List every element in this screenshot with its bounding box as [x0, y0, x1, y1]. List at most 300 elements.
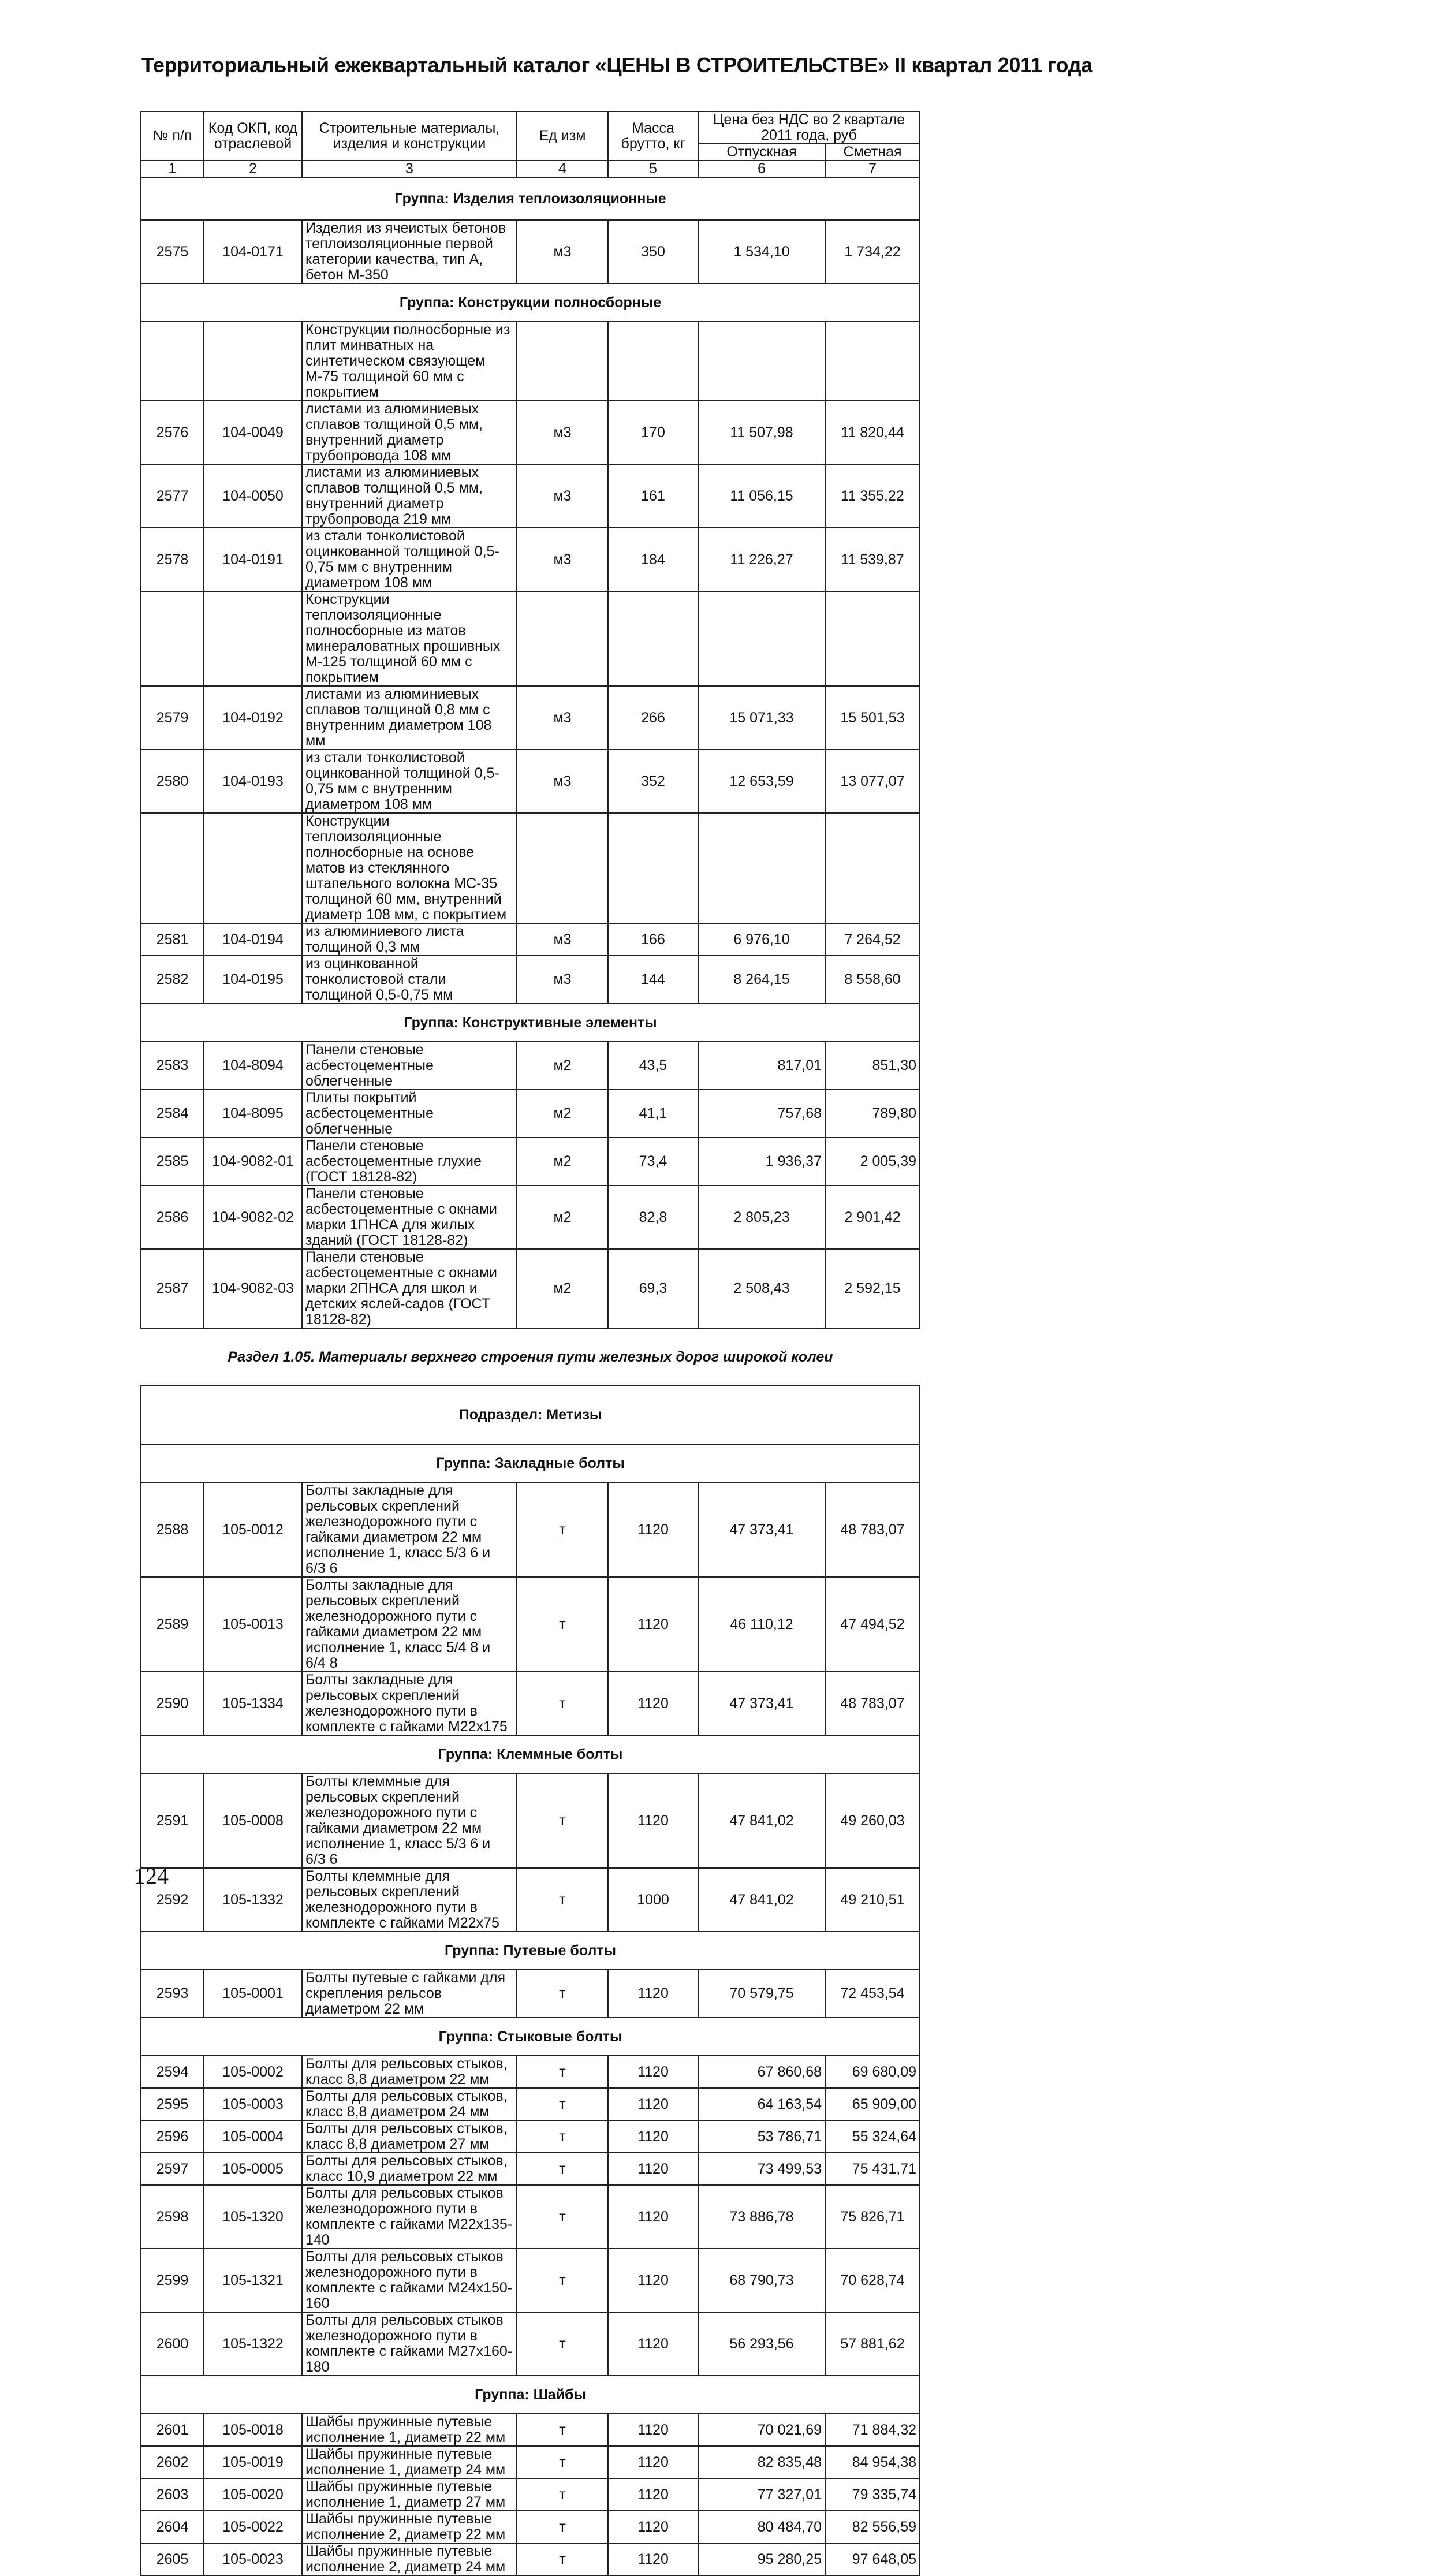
table-row [141, 1249, 920, 1328]
item-name: Панели стеновые асбестоцементные с окнами марки 2ПНСА для школ и детских яслей-садов (ГОСТ 18128-82) [302, 1249, 517, 1328]
item-estimate-price: 15 501,53 [825, 686, 920, 750]
item-name: Болты закладные для рельсовых скреплений железнодорожного пути с гайками диаметром 22 мм исполнение 1, класс 5/3 6 и 6/3 6 [302, 1482, 517, 1577]
table-header-row [141, 111, 920, 144]
item-unit: м2 [517, 1186, 608, 1249]
item-code: 104-8095 [204, 1090, 302, 1138]
item-mass: 1120 [608, 2446, 698, 2478]
item-estimate-price: 84 954,38 [825, 2446, 920, 2478]
table-row [141, 2249, 920, 2312]
column-numbers-row [141, 161, 920, 177]
item-code: 105-0004 [204, 2120, 302, 2153]
item-name: Шайбы пружинные путевые исполнение 2, диаметр 24 мм [302, 2543, 517, 2575]
table-row [141, 1042, 920, 1090]
item-unit: т [517, 2185, 608, 2249]
item-estimate-price: 72 453,54 [825, 1970, 920, 2018]
table-row [141, 1970, 920, 2018]
item-mass: 1120 [608, 2249, 698, 2312]
group-heading-row [141, 1444, 920, 1482]
group-heading: Группа: Конструкции полносборные [141, 284, 920, 322]
item-unit [517, 813, 608, 923]
item-number: 2593 [141, 1970, 204, 2018]
item-name: Болты путевые с гайками для скрепления рельсов диаметром 22 мм [302, 1970, 517, 2018]
item-estimate-price: 79 335,74 [825, 2478, 920, 2511]
item-number: 2579 [141, 686, 204, 750]
item-unit: т [517, 1868, 608, 1932]
item-sale-price: 64 163,54 [698, 2088, 825, 2120]
item-number: 2581 [141, 923, 204, 956]
item-unit: м3 [517, 528, 608, 591]
table-row [141, 1868, 920, 1932]
table-row [141, 923, 920, 956]
item-code: 105-0020 [204, 2478, 302, 2511]
item-number: 2582 [141, 956, 204, 1004]
item-mass: 82,8 [608, 1186, 698, 1249]
item-estimate-price: 11 355,22 [825, 464, 920, 528]
table-row [141, 322, 920, 401]
item-sale-price: 6 976,10 [698, 923, 825, 956]
item-sale-price: 47 373,41 [698, 1482, 825, 1577]
group-heading-row [141, 284, 920, 322]
item-code: 105-0022 [204, 2511, 302, 2543]
item-name: Панели стеновые асбестоцементные с окнами марки 1ПНСА для жилых зданий (ГОСТ 18128-82) [302, 1186, 517, 1249]
group-heading-row [141, 1004, 920, 1042]
item-number: 2584 [141, 1090, 204, 1138]
page-number: 124 [134, 1863, 169, 1889]
item-code: 105-1322 [204, 2312, 302, 2376]
item-estimate-price: 8 558,60 [825, 956, 920, 1004]
item-number: 2580 [141, 750, 204, 813]
subsection-heading: Подраздел: Метизы [141, 1386, 920, 1444]
item-mass: 69,3 [608, 1249, 698, 1328]
item-number: 2590 [141, 1672, 204, 1735]
col-header-code: Код ОКП, код отраслевой [204, 111, 302, 161]
item-unit: т [517, 2120, 608, 2153]
group-heading-row [141, 1932, 920, 1970]
item-name: Болты для рельсовых стыков, класс 10,9 диаметром 22 мм [302, 2153, 517, 2185]
page-header: Территориальный ежеквартальный каталог «ЦЕНЫ В СТРОИТЕЛЬСТВЕ» II квартал 2011 года [141, 53, 1093, 77]
item-name: из стали тонколистовой оцинкованной толщиной 0,5-0,75 мм с внутренним диаметром 108 мм [302, 750, 517, 813]
item-number: 2603 [141, 2478, 204, 2511]
item-unit: м3 [517, 220, 608, 284]
table-row [141, 1773, 920, 1868]
item-number: 2605 [141, 2543, 204, 2575]
price-table [140, 111, 920, 2576]
item-estimate-price [825, 813, 920, 923]
group-heading: Группа: Клеммные болты [141, 1735, 920, 1773]
item-estimate-price: 70 628,74 [825, 2249, 920, 2312]
item-estimate-price: 97 648,05 [825, 2543, 920, 2575]
item-number: 2586 [141, 1186, 204, 1249]
item-number: 2589 [141, 1577, 204, 1672]
table-row [141, 750, 920, 813]
item-sale-price: 2 805,23 [698, 1186, 825, 1249]
item-code [204, 813, 302, 923]
item-estimate-price: 55 324,64 [825, 2120, 920, 2153]
item-number: 2604 [141, 2511, 204, 2543]
item-number [141, 591, 204, 686]
table-row [141, 2088, 920, 2120]
item-code [204, 322, 302, 401]
item-unit: т [517, 2312, 608, 2376]
item-name: Болты для рельсовых стыков, класс 8,8 диаметром 24 мм [302, 2088, 517, 2120]
item-unit: т [517, 2153, 608, 2185]
group-heading: Группа: Изделия теплоизоляционные [141, 177, 920, 220]
item-sale-price: 1 534,10 [698, 220, 825, 284]
section-heading: Раздел 1.05. Материалы верхнего строения пути железных дорог широкой колеи [141, 1328, 920, 1386]
item-name: Шайбы пружинные путевые исполнение 1, диаметр 27 мм [302, 2478, 517, 2511]
item-code: 104-0191 [204, 528, 302, 591]
item-unit: м3 [517, 401, 608, 464]
item-unit: т [517, 2511, 608, 2543]
item-code: 105-0023 [204, 2543, 302, 2575]
item-estimate-price [825, 322, 920, 401]
item-name: из стали тонколистовой оцинкованной толщиной 0,5-0,75 мм с внутренним диаметром 108 мм [302, 528, 517, 591]
item-code: 104-9082-03 [204, 1249, 302, 1328]
item-name: Болты для рельсовых стыков железнодорожного пути в комплекте с гайками М27х160-180 [302, 2312, 517, 2376]
item-sale-price: 12 653,59 [698, 750, 825, 813]
table-row [141, 1138, 920, 1186]
item-mass [608, 813, 698, 923]
item-unit: т [517, 2088, 608, 2120]
table-row [141, 956, 920, 1004]
table-row [141, 220, 920, 284]
item-mass: 1120 [608, 2120, 698, 2153]
group-heading-row [141, 177, 920, 220]
table-row [141, 2120, 920, 2153]
item-mass: 1000 [608, 1868, 698, 1932]
subsection-heading-row [141, 1386, 920, 1444]
item-estimate-price: 49 260,03 [825, 1773, 920, 1868]
table-row [141, 2478, 920, 2511]
item-number: 2576 [141, 401, 204, 464]
table-row [141, 2446, 920, 2478]
item-estimate-price [825, 591, 920, 686]
item-mass: 41,1 [608, 1090, 698, 1138]
item-estimate-price: 75 431,71 [825, 2153, 920, 2185]
item-name: Болты для рельсовых стыков железнодорожного пути в комплекте с гайками М22х135-140 [302, 2185, 517, 2249]
item-mass: 1120 [608, 2312, 698, 2376]
item-code: 105-0018 [204, 2414, 302, 2446]
item-sale-price: 11 056,15 [698, 464, 825, 528]
item-name: Конструкции полносборные из плит минватных на синтетическом связующем М-75 толщиной 60 мм с покрытием [302, 322, 517, 401]
item-name: Болты клеммные для рельсовых скреплений железнодорожного пути в комплекте с гайками М22х75 [302, 1868, 517, 1932]
item-number [141, 813, 204, 923]
item-number: 2575 [141, 220, 204, 284]
item-sale-price: 70 579,75 [698, 1970, 825, 2018]
item-estimate-price: 13 077,07 [825, 750, 920, 813]
item-unit: м2 [517, 1090, 608, 1138]
item-name: Шайбы пружинные путевые исполнение 1, диаметр 22 мм [302, 2414, 517, 2446]
item-unit: м2 [517, 1042, 608, 1090]
item-code: 105-0001 [204, 1970, 302, 2018]
item-number: 2587 [141, 1249, 204, 1328]
item-code: 104-0193 [204, 750, 302, 813]
item-mass: 1120 [608, 2185, 698, 2249]
item-code: 105-0003 [204, 2088, 302, 2120]
table-row [141, 2153, 920, 2185]
table-row [141, 464, 920, 528]
item-unit: т [517, 2414, 608, 2446]
item-estimate-price: 2 901,42 [825, 1186, 920, 1249]
item-name: Болты клеммные для рельсовых скреплений железнодорожного пути с гайками диаметром 22 мм исполнение 1, класс 5/3 6 и 6/3 6 [302, 1773, 517, 1868]
table-row [141, 1577, 920, 1672]
item-estimate-price: 11 539,87 [825, 528, 920, 591]
table-row [141, 2185, 920, 2249]
item-code: 104-0049 [204, 401, 302, 464]
item-code: 105-0013 [204, 1577, 302, 1672]
item-mass: 144 [608, 956, 698, 1004]
item-unit [517, 322, 608, 401]
item-code: 105-1332 [204, 1868, 302, 1932]
item-number: 2599 [141, 2249, 204, 2312]
item-sale-price: 95 280,25 [698, 2543, 825, 2575]
item-name: Панели стеновые асбестоцементные глухие (ГОСТ 18128-82) [302, 1138, 517, 1186]
item-unit: т [517, 2543, 608, 2575]
item-estimate-price: 71 884,32 [825, 2414, 920, 2446]
group-heading: Группа: Стыковые болты [141, 2018, 920, 2056]
item-unit: т [517, 1577, 608, 1672]
item-unit: м3 [517, 750, 608, 813]
item-name: Болты для рельсовых стыков, класс 8,8 диаметром 22 мм [302, 2056, 517, 2088]
table-row [141, 2312, 920, 2376]
item-code: 104-0192 [204, 686, 302, 750]
col-header-estimate: Сметная [825, 144, 920, 161]
col-header-name: Строительные материалы, изделия и конструкции [302, 111, 517, 161]
item-unit: м2 [517, 1138, 608, 1186]
item-name: Панели стеновые асбестоцементные облегченные [302, 1042, 517, 1090]
group-heading-row [141, 2018, 920, 2056]
item-sale-price: 15 071,33 [698, 686, 825, 750]
item-code: 105-1320 [204, 2185, 302, 2249]
item-unit: т [517, 1482, 608, 1577]
item-mass: 350 [608, 220, 698, 284]
item-number: 2598 [141, 2185, 204, 2249]
table-row [141, 1186, 920, 1249]
item-estimate-price: 48 783,07 [825, 1482, 920, 1577]
item-code: 105-0019 [204, 2446, 302, 2478]
item-mass: 1120 [608, 2153, 698, 2185]
item-name: листами из алюминиевых сплавов толщиной 0,5 мм, внутренний диаметр трубопровода 108 мм [302, 401, 517, 464]
item-code: 104-0171 [204, 220, 302, 284]
table-row [141, 2414, 920, 2446]
item-code: 105-0005 [204, 2153, 302, 2185]
item-mass: 43,5 [608, 1042, 698, 1090]
item-name: Изделия из ячеистых бетонов теплоизоляционные первой категории качества, тип А, бетон М-350 [302, 220, 517, 284]
item-sale-price: 68 790,73 [698, 2249, 825, 2312]
item-estimate-price: 75 826,71 [825, 2185, 920, 2249]
item-sale-price: 73 499,53 [698, 2153, 825, 2185]
item-sale-price: 817,01 [698, 1042, 825, 1090]
item-sale-price [698, 813, 825, 923]
table-row [141, 1482, 920, 1577]
item-code: 105-1321 [204, 2249, 302, 2312]
item-mass: 266 [608, 686, 698, 750]
item-mass: 1120 [608, 2056, 698, 2088]
item-estimate-price: 82 556,59 [825, 2511, 920, 2543]
item-unit: м3 [517, 923, 608, 956]
item-number: 2592 [141, 1868, 204, 1932]
item-sale-price: 47 841,02 [698, 1868, 825, 1932]
col-header-mass: Масса брутто, кг [608, 111, 698, 161]
col-header-unit: Ед изм [517, 111, 608, 161]
item-mass: 1120 [608, 1482, 698, 1577]
item-mass: 166 [608, 923, 698, 956]
item-name: Болты для рельсовых стыков железнодорожного пути в комплекте с гайками М24х150-160 [302, 2249, 517, 2312]
item-code: 104-8094 [204, 1042, 302, 1090]
item-name: из алюминиевого листа толщиной 0,3 мм [302, 923, 517, 956]
item-estimate-price: 2 592,15 [825, 1249, 920, 1328]
col-number: 1 [141, 161, 204, 177]
item-sale-price: 53 786,71 [698, 2120, 825, 2153]
item-number: 2597 [141, 2153, 204, 2185]
item-unit: м3 [517, 956, 608, 1004]
item-estimate-price: 48 783,07 [825, 1672, 920, 1735]
item-sale-price: 757,68 [698, 1090, 825, 1138]
item-mass: 184 [608, 528, 698, 591]
item-unit [517, 591, 608, 686]
item-sale-price: 1 936,37 [698, 1138, 825, 1186]
item-mass: 170 [608, 401, 698, 464]
item-estimate-price: 47 494,52 [825, 1577, 920, 1672]
item-mass: 1120 [608, 2478, 698, 2511]
item-mass: 1120 [608, 1672, 698, 1735]
item-name: листами из алюминиевых сплавов толщиной 0,5 мм, внутренний диаметр трубопровода 219 мм [302, 464, 517, 528]
item-estimate-price: 2 005,39 [825, 1138, 920, 1186]
item-code: 104-0195 [204, 956, 302, 1004]
item-sale-price [698, 591, 825, 686]
item-mass: 1120 [608, 2543, 698, 2575]
item-code: 105-0012 [204, 1482, 302, 1577]
col-number: 2 [204, 161, 302, 177]
item-unit: т [517, 1970, 608, 2018]
item-sale-price: 80 484,70 [698, 2511, 825, 2543]
table-row [141, 2056, 920, 2088]
item-number: 2578 [141, 528, 204, 591]
item-name: Конструкции теплоизоляционные полносборные из матов минераловатных прошивных М-125 толщиной 60 мм с покрытием [302, 591, 517, 686]
item-sale-price: 2 508,43 [698, 1249, 825, 1328]
item-code: 104-0194 [204, 923, 302, 956]
item-sale-price: 47 841,02 [698, 1773, 825, 1868]
item-mass: 1120 [608, 1970, 698, 2018]
item-number: 2585 [141, 1138, 204, 1186]
item-estimate-price: 57 881,62 [825, 2312, 920, 2376]
item-code: 105-0008 [204, 1773, 302, 1868]
item-code [204, 591, 302, 686]
item-sale-price: 70 021,69 [698, 2414, 825, 2446]
item-number: 2595 [141, 2088, 204, 2120]
item-estimate-price: 851,30 [825, 1042, 920, 1090]
table-row [141, 2543, 920, 2575]
table-row [141, 528, 920, 591]
item-unit: т [517, 1773, 608, 1868]
item-sale-price: 67 860,68 [698, 2056, 825, 2088]
col-number: 5 [608, 161, 698, 177]
table-row [141, 1090, 920, 1138]
item-estimate-price: 69 680,09 [825, 2056, 920, 2088]
item-estimate-price: 11 820,44 [825, 401, 920, 464]
item-mass [608, 591, 698, 686]
col-number: 6 [698, 161, 825, 177]
group-heading-row [141, 1735, 920, 1773]
item-sale-price: 82 835,48 [698, 2446, 825, 2478]
item-estimate-price: 789,80 [825, 1090, 920, 1138]
item-name: Шайбы пружинные путевые исполнение 1, диаметр 24 мм [302, 2446, 517, 2478]
item-number: 2577 [141, 464, 204, 528]
item-mass: 1120 [608, 1773, 698, 1868]
col-header-price: Цена без НДС во 2 квартале 2011 года, руб [698, 111, 920, 144]
item-mass: 73,4 [608, 1138, 698, 1186]
item-sale-price: 46 110,12 [698, 1577, 825, 1672]
item-sale-price [698, 322, 825, 401]
item-unit: т [517, 2249, 608, 2312]
section-heading-row [141, 1328, 920, 1386]
item-sale-price: 56 293,56 [698, 2312, 825, 2376]
table-row [141, 813, 920, 923]
group-heading: Группа: Закладные болты [141, 1444, 920, 1482]
item-number: 2601 [141, 2414, 204, 2446]
table-row [141, 2511, 920, 2543]
item-mass: 1120 [608, 2511, 698, 2543]
group-heading: Группа: Шайбы [141, 2376, 920, 2414]
item-number: 2591 [141, 1773, 204, 1868]
item-name: Конструкции теплоизоляционные полносборные на основе матов из стеклянного штапельного волокна МС-35 толщиной 60 мм, внутренний диаметр 108 мм, с покрытием [302, 813, 517, 923]
item-unit: м3 [517, 686, 608, 750]
item-unit: т [517, 1672, 608, 1735]
item-unit: т [517, 2056, 608, 2088]
item-estimate-price: 65 909,00 [825, 2088, 920, 2120]
item-mass: 352 [608, 750, 698, 813]
item-sale-price: 11 226,27 [698, 528, 825, 591]
item-estimate-price: 1 734,22 [825, 220, 920, 284]
item-number: 2583 [141, 1042, 204, 1090]
item-mass: 1120 [608, 2414, 698, 2446]
item-mass: 1120 [608, 2088, 698, 2120]
item-unit: м2 [517, 1249, 608, 1328]
item-sale-price: 8 264,15 [698, 956, 825, 1004]
item-name: Шайбы пружинные путевые исполнение 2, диаметр 22 мм [302, 2511, 517, 2543]
item-number: 2602 [141, 2446, 204, 2478]
item-name: Болты закладные для рельсовых скреплений железнодорожного пути в комплекте с гайками М22х175 [302, 1672, 517, 1735]
table-row [141, 686, 920, 750]
item-sale-price: 11 507,98 [698, 401, 825, 464]
item-mass: 1120 [608, 1577, 698, 1672]
table-row [141, 1672, 920, 1735]
item-name: Болты закладные для рельсовых скреплений железнодорожного пути с гайками диаметром 22 мм исполнение 1, класс 5/4 8 и 6/4 8 [302, 1577, 517, 1672]
item-sale-price: 47 373,41 [698, 1672, 825, 1735]
item-name: Плиты покрытий асбестоцементные облегченные [302, 1090, 517, 1138]
item-code: 105-1334 [204, 1672, 302, 1735]
item-unit: т [517, 2446, 608, 2478]
item-code: 104-0050 [204, 464, 302, 528]
item-number: 2588 [141, 1482, 204, 1577]
item-code: 105-0002 [204, 2056, 302, 2088]
item-sale-price: 73 886,78 [698, 2185, 825, 2249]
item-code: 104-9082-01 [204, 1138, 302, 1186]
col-number: 3 [302, 161, 517, 177]
item-number [141, 322, 204, 401]
item-name: из оцинкованной тонколистовой стали толщиной 0,5-0,75 мм [302, 956, 517, 1004]
item-unit: м3 [517, 464, 608, 528]
item-name: листами из алюминиевых сплавов толщиной 0,8 мм с внутренним диаметром 108 мм [302, 686, 517, 750]
col-number: 7 [825, 161, 920, 177]
col-header-sale: Отпускная [698, 144, 825, 161]
table-row [141, 591, 920, 686]
col-number: 4 [517, 161, 608, 177]
item-estimate-price: 49 210,51 [825, 1868, 920, 1932]
item-estimate-price: 7 264,52 [825, 923, 920, 956]
item-name: Болты для рельсовых стыков, класс 8,8 диаметром 27 мм [302, 2120, 517, 2153]
table-row [141, 401, 920, 464]
